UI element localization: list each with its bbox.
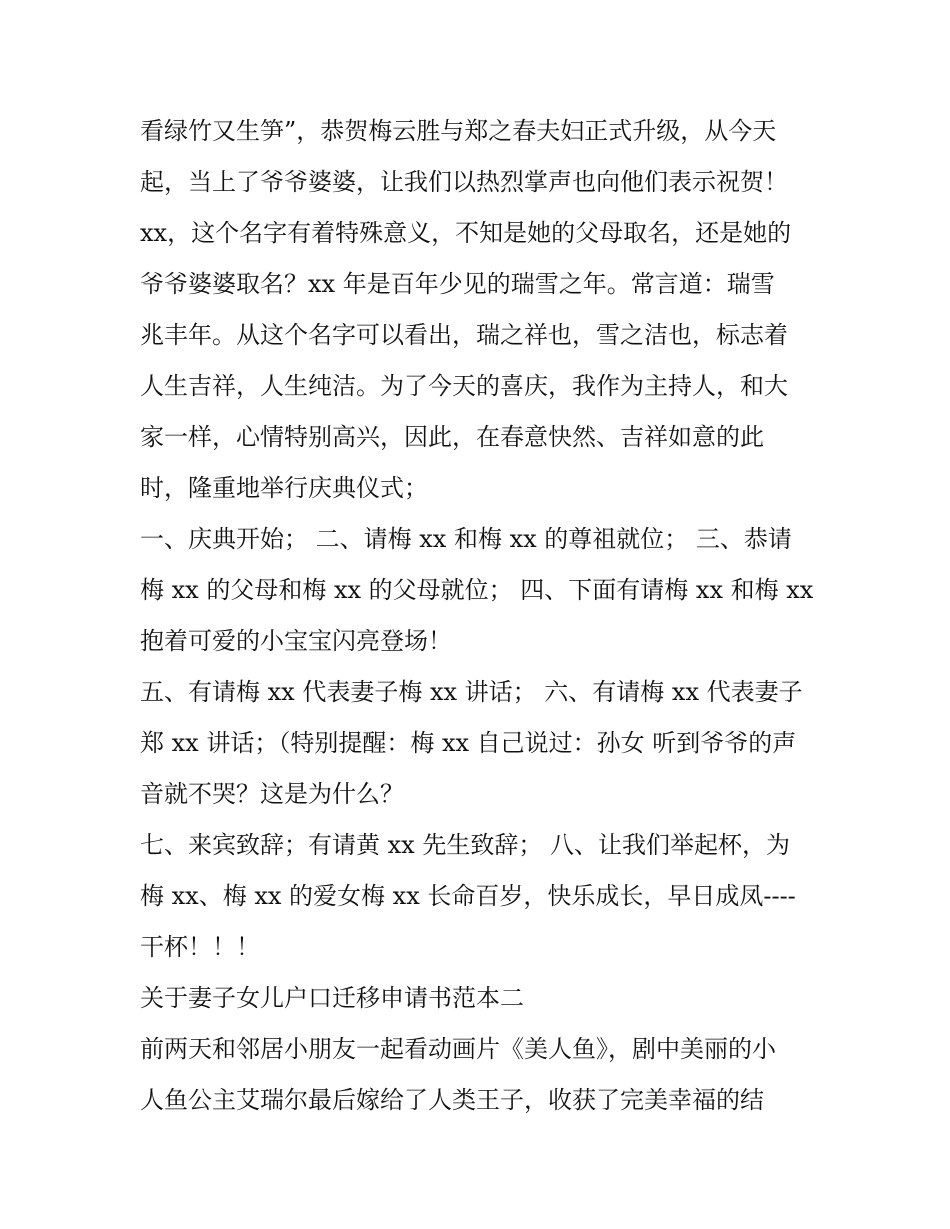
text-line: 看绿竹又生笋”，恭贺梅云胜与郑之春夫妇正式升级，从今天	[140, 117, 777, 145]
text-line: 家一样，心情特别高兴，因此，在春意快然、吉祥如意的此	[140, 423, 764, 451]
text-line: 郑 xx 讲话；（特别提醒：梅 xx 自己说过：孙女 听到爷爷的声	[140, 729, 797, 757]
text-line: 人鱼公主艾瑞尔最后嫁给了人类王子，收获了完美幸福的结	[140, 1086, 764, 1114]
text-line: 人生吉祥，人生纯洁。为了今天的喜庆，我作为主持人，和大	[140, 372, 788, 400]
section-heading: 关于妻子女儿户口迁移申请书范本二	[140, 984, 524, 1012]
document-body	[140, 106, 820, 1126]
text-line: 梅 xx 的父母和梅 xx 的父母就位； 四、下面有请梅 xx 和梅 xx	[140, 576, 814, 604]
text-line: 七、来宾致辞；有请黄 xx 先生致辞； 八、让我们举起杯，为	[140, 831, 790, 859]
text-line: 一、庆典开始； 二、请梅 xx 和梅 xx 的尊祖就位； 三、恭请	[140, 525, 792, 553]
text-line: 干杯！！！	[140, 933, 260, 961]
text-line: 前两天和邻居小朋友一起看动画片《美人鱼》，剧中美丽的小	[140, 1035, 776, 1063]
text-line: 起，当上了爷爷婆婆，让我们以热烈掌声也向他们表示祝贺！	[140, 168, 788, 196]
text-line: 兆丰年。从这个名字可以看出，瑞之祥也，雪之洁也，标志着	[140, 321, 788, 349]
text-line: 爷爷婆婆取名？xx 年是百年少见的瑞雪之年。常言道：瑞雪	[140, 270, 775, 298]
text-line: xx，这个名字有着特殊意义，不知是她的父母取名，还是她的	[140, 219, 792, 247]
text-line: 五、有请梅 xx 代表妻子梅 xx 讲话； 六、有请梅 xx 代表妻子	[140, 678, 803, 706]
text-line: 时，隆重地举行庆典仪式；	[140, 474, 428, 502]
text-line: 梅 xx、梅 xx 的爱女梅 xx 长命百岁，快乐成长，早日成凤----	[140, 882, 796, 910]
text-line: 音就不哭？这是为什么？	[140, 780, 404, 808]
text-line: 抱着可爱的小宝宝闪亮登场！	[140, 627, 452, 655]
